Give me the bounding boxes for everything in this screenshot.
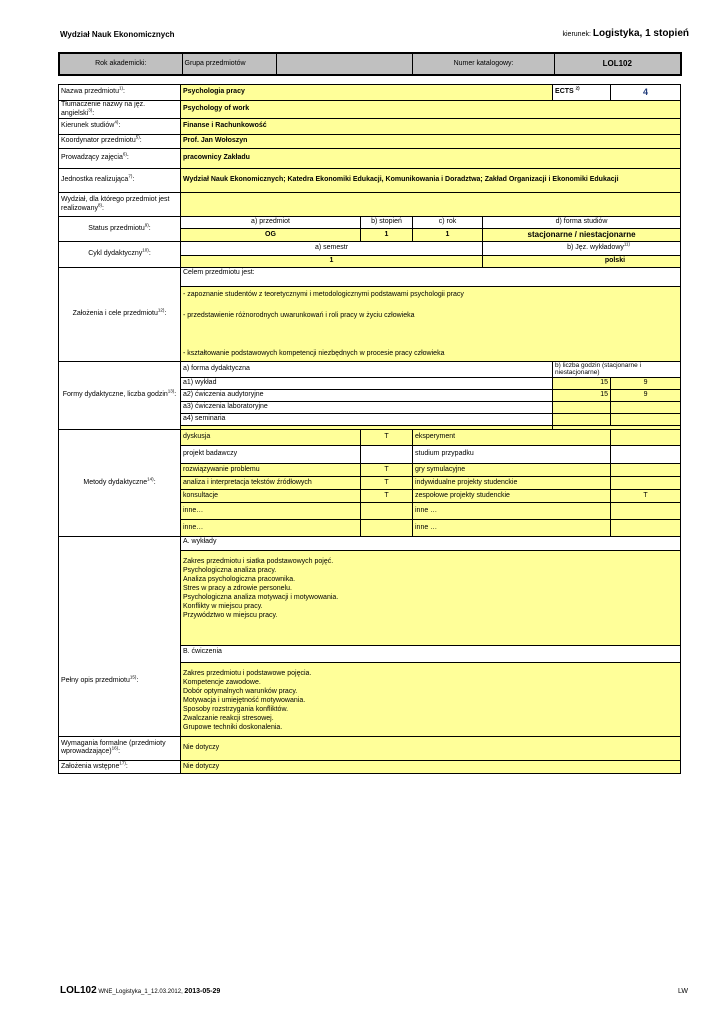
method-right-6: inne …	[413, 502, 611, 519]
field-of-study-header	[563, 28, 690, 39]
goals-content	[181, 268, 681, 362]
description-b-line: Dobór optymalnych warunków pracy.	[183, 687, 298, 695]
prereq-value: Nie dotyczy	[181, 760, 681, 773]
forms-item-4-part	[611, 413, 681, 425]
method-left-2-mark	[361, 445, 413, 463]
forms-item-3: a3) ćwiczenia laboratoryjne	[181, 401, 553, 413]
status-year-value: 1	[413, 229, 483, 242]
coordinator-label: Koordynator przedmiotu$^{5)}$:	[59, 135, 181, 149]
name-label: Nazwa przedmiotu$^{1)}$:	[59, 85, 181, 101]
goals-item-2: - przedstawienie różnorodnych uwarunkowań i roli pracy w życiu człowieka	[183, 312, 415, 320]
top-info-bar	[58, 52, 682, 76]
cycle-language-header: b) Jęz. wykładowy$^{11)}$	[483, 242, 681, 256]
method-right-4: indywidualne projekty studenckie	[413, 476, 611, 489]
forms-item-3-full	[553, 401, 611, 413]
status-subject-value: OG	[181, 229, 361, 242]
method-left-6-mark	[361, 502, 413, 519]
cycle-semester-header: a) semestr	[181, 242, 483, 256]
status-year-header: c) rok	[413, 217, 483, 229]
methods-label: Metody dydaktyczne$^{14)}$:	[59, 429, 181, 536]
description-a-line: Stres w pracy a zdrowie personelu.	[183, 584, 292, 592]
goals-intro: Celem przedmiotu jest:	[181, 268, 680, 287]
goals-item-3: - kształtowanie podstawowych kompetencji niezbędnych w procesie pracy człowieka	[183, 350, 445, 358]
teachers-label: Prowadzący zajęcia$^{6)}$:	[59, 149, 181, 169]
description-a-title: A. wykłady	[181, 537, 680, 551]
method-left-5-mark: T	[361, 489, 413, 502]
method-right-7-mark	[611, 519, 681, 536]
academic-year-label: Rok akademicki:	[59, 53, 182, 75]
method-right-3: gry symulacyjne	[413, 463, 611, 476]
goals-label: Założenia i cele przedmiotu$^{12)}$:	[59, 268, 181, 362]
description-b-line: Sposoby rozstrzygania konfliktów.	[183, 705, 289, 713]
requirements-label: Wymagania formalne (przedmioty wprowadzające)$^{16)}$:	[59, 736, 181, 760]
cycle-language-value: polski	[483, 256, 681, 268]
forms-item-2-part: 9	[611, 389, 681, 401]
method-left-5: konsultacje	[181, 489, 361, 502]
method-right-7: inne …	[413, 519, 611, 536]
catalog-number-value: LOL102	[554, 53, 681, 75]
status-label: Status przedmiotu$^{9)}$:	[59, 217, 181, 242]
translation-value: Psychology of work	[181, 101, 681, 119]
forms-label: Formy dydaktyczne, liczba godzin$^{13)}$:	[59, 362, 181, 430]
status-subject-header: a) przedmiot	[181, 217, 361, 229]
description-a-line: Analiza psychologiczna pracownika.	[183, 575, 296, 583]
status-degree-header: b) stopień	[361, 217, 413, 229]
footer-code: LOL102	[60, 985, 97, 996]
method-right-1: eksperyment	[413, 429, 611, 445]
footer-file: WNE_Logistyka_1_12.03.2012,	[98, 989, 183, 995]
requirements-value: Nie dotyczy	[181, 736, 681, 760]
footer	[60, 985, 220, 996]
ects-value: 4	[611, 85, 681, 101]
field-of-study-value: Finanse i Rachunkowość	[181, 119, 681, 135]
forms-item-1-full: 15	[553, 377, 611, 389]
description-a-line: Konflikty w miejscu pracy.	[183, 602, 263, 610]
forms-item-2-full: 15	[553, 389, 611, 401]
method-right-2-mark	[611, 445, 681, 463]
cycle-label: Cykl dydaktyczny$^{10)}$:	[59, 242, 181, 268]
forms-form-header: a) forma dydaktyczna	[181, 362, 553, 378]
prereq-label: Założenia wstępne$^{17)}$:	[59, 760, 181, 773]
subject-group-label: Grupa przedmiotów	[182, 53, 276, 75]
method-left-1-mark: T	[361, 429, 413, 445]
forms-item-4-full	[553, 413, 611, 425]
cycle-semester-value: 1	[181, 256, 483, 268]
method-left-7-mark	[361, 519, 413, 536]
description-b-line: Zakres przedmiotu i podstawowe pojęcia.	[183, 669, 312, 677]
faculty-for-value	[181, 193, 681, 217]
description-b-title: B. ćwiczenia	[181, 645, 680, 663]
course-table	[58, 84, 681, 774]
description-b-line: Motywacja i umiejętność motywowania.	[183, 696, 306, 704]
method-right-1-mark	[611, 429, 681, 445]
method-right-2: studium przypadku	[413, 445, 611, 463]
description-a-line: Przywództwo w miejscu pracy.	[183, 611, 278, 619]
method-right-5: zespołowe projekty studenckie	[413, 489, 611, 502]
status-degree-value: 1	[361, 229, 413, 242]
catalog-number-label: Numer katalogowy:	[412, 53, 554, 75]
status-form-header: d) forma studiów	[483, 217, 681, 229]
forms-item-1-part: 9	[611, 377, 681, 389]
method-right-6-mark	[611, 502, 681, 519]
method-left-1: dyskusja	[181, 429, 361, 445]
teachers-value: pracownicy Zakładu	[181, 149, 681, 169]
method-left-4: analiza i interpretacja tekstów źródłowych	[181, 476, 361, 489]
description-a-list	[181, 551, 680, 645]
forms-item-3-part	[611, 401, 681, 413]
subject-group-value	[276, 53, 412, 75]
description-a-line: Zakres przedmiotu i siatka podstawowych pojęć.	[183, 557, 334, 565]
goals-item-1: - zapoznanie studentów z teoretycznymi i metodologicznymi podstawami psychologii pracy	[183, 291, 464, 298]
description-b-line: Grupowe techniki doskonalenia.	[183, 723, 283, 731]
coordinator-value: Prof. Jan Wołoszyn	[181, 135, 681, 149]
description-content	[181, 536, 681, 736]
description-b-line: Zwalczanie reakcji stresowej.	[183, 714, 274, 722]
description-a-line: Psychologiczna analiza motywacji i motywowania.	[183, 593, 339, 601]
method-left-6: inne…	[181, 502, 361, 519]
forms-hours-header: b) liczba godzin (stacjonarne i niestacjonarne)	[553, 362, 681, 378]
field-of-study-label: Kierunek studiów$^{4)}$:	[59, 119, 181, 135]
description-a-line: Psychologiczna analiza pracy.	[183, 566, 277, 574]
method-right-4-mark	[611, 476, 681, 489]
method-left-4-mark: T	[361, 476, 413, 489]
unit-value: Wydział Nauk Ekonomicznych; Katedra Ekonomiki Edukacji, Komunikowania i Doradztwa; Zakład Organizacji i Ekonomiki Edukacji	[181, 169, 681, 193]
forms-item-1: a1) wykład	[181, 377, 553, 389]
method-left-2: projekt badawczy	[181, 445, 361, 463]
status-form-value: stacjonarne / niestacjonarne	[483, 229, 681, 242]
faculty-title: Wydział Nauk Ekonomicznych	[60, 30, 175, 39]
translation-label: Tłumaczenie nazwy na jęz. angielski$^{3)}$:	[59, 101, 181, 119]
method-right-3-mark	[611, 463, 681, 476]
name-value: Psychologia pracy	[181, 85, 553, 101]
field-label: kierunek:	[562, 31, 591, 38]
description-b-line: Kompetencje zawodowe.	[183, 678, 261, 686]
method-left-3: rozwiązywanie problemu	[181, 463, 361, 476]
unit-label: Jednostka realizująca$^{7)}$:	[59, 169, 181, 193]
faculty-for-label: Wydział, dla którego przedmiot jest realizowany$^{8)}$:	[59, 193, 181, 217]
ects-label: ECTS $^{2)}$	[553, 85, 611, 101]
footer-date: 2013-05-29	[184, 988, 221, 995]
footer-initials: LW	[678, 988, 688, 995]
forms-item-2: a2) ćwiczenia audytoryjne	[181, 389, 553, 401]
description-b-list	[181, 663, 680, 736]
field-value: Logistyka, 1 stopień	[592, 28, 689, 39]
forms-item-4: a4) seminaria	[181, 413, 553, 425]
description-label: Pełny opis przedmiotu$^{15)}$:	[59, 536, 181, 736]
method-left-7: inne…	[181, 519, 361, 536]
method-right-5-mark: T	[611, 489, 681, 502]
method-left-3-mark: T	[361, 463, 413, 476]
